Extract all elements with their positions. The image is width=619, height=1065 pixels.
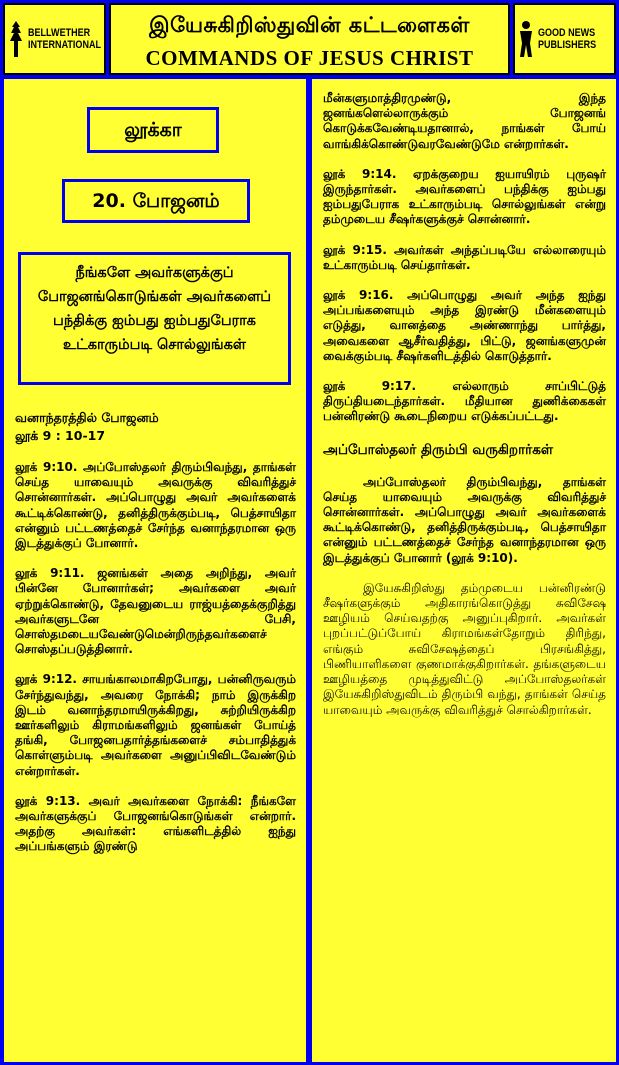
scripture-reference: லூக் 9 : 10-17 [15, 428, 106, 443]
bellwether-logo [3, 3, 106, 75]
good-news-logo [513, 3, 616, 75]
title-tamil: இயேசுகிறிஸ்துவின் கட்டளைகள் [149, 13, 470, 37]
good-news-figure-icon [517, 19, 535, 59]
title-english: COMMANDS OF JESUS CHRIST [145, 46, 474, 70]
right-column [312, 79, 616, 1062]
verse-9-15: லூக் 9:15. அவர்கள் அந்தப்படியே எல்லாரையும் உட்காரும்படி செய்தார்கள். [323, 242, 606, 272]
right-text [323, 91, 606, 718]
verse-9-13-continued: மீன்களுமாத்திரமுண்டு, இந்த ஜனங்களெல்லாருக்கும் போஜனங் கொடுக்கவேண்டியதானால், நாங்கள் போய் வாங்கிக்கொண்டுவரவேண்டுமே என்றார்கள். [323, 91, 606, 151]
verse-9-11: லூக் 9:11. ஜனங்கள் அதை அறிந்து, அவர் பின்னே போனார்கள்; அவர்களை அவர் ஏற்றுக்கொண்டு, தேவனுடைய ராஜ்யத்தைக்குறித்து அவர்களுடனே பேசி, சொஸ்தமடையவேண்டுமென்றிருந்தவர்களைச் சொஸ்தப்படுத்தினார். [15, 566, 296, 657]
section-title: வனாந்தரத்தில் போஜனம் [15, 410, 159, 425]
book-title: லூக்கா [87, 107, 219, 153]
commentary-text: இயேசுகிறிஸ்து தம்முடைய பன்னிரண்டு சீஷர்களுக்கும் அதிகாரங்கொடுத்து சுவிசேஷ ஊழியம் செய்வதற்கு அனுப்புகிறார். அவர்கள் புறப்பட்டுப்போய் கிராமங்கள்தோறும் திரிந்து, எங்கும் சுவிசேஷத்தைப் பிரசங்கித்து, பிணியாளிகளை குணமாக்குகிறார்கள். தங்களுடைய ஊழியத்தை முடித்துவிட்டு அப்போஸ்தலர்கள் இயேசுகிறிஸ்துவிடம் திரும்பி வந்து, தாங்கள் செய்த யாவையும் அவருக்கு விவரித்துச் சொல்கிறார்கள். [323, 580, 606, 717]
verse-9-16: லூக் 9:16. அப்பொழுது அவர் அந்த ஐந்து அப்பங்களையும் அந்த இரண்டு மீன்களையும் எடுத்து, வானத்தை அண்ணாந்து பார்த்து, அவைகளை ஆசீர்வதித்து, பிட்டு, ஜனங்களுமுன் வைக்கும்படி சீஷர்களிடத்தில் கொடுத்தார். [323, 288, 606, 363]
header [3, 3, 616, 75]
left-text [15, 409, 296, 855]
command-box: நீங்களே அவர்களுக்குப் போஜனங்கொடுங்கள் அவர்களைப் பந்திக்கு ஐம்பது ஐம்பதுபேராக உட்காரும்படி சொல்லுங்கள் [18, 252, 291, 385]
verse-9-13: லூக் 9:13. அவர் அவர்களை நோக்கி: நீங்களே அவர்களுக்குப் போஜனங்கொடுங்கள் என்றார். அதற்கு அவர்கள்: எங்களிடத்தில் ஐந்து அப்பங்களும் இரண்டு [15, 793, 296, 854]
verse-9-14: லூக் 9:14. ஏறக்குறைய ஐயாயிரம் புருஷர் இருந்தார்கள். அவர்களைப் பந்திக்கு ஐம்பது ஐம்பதுபேராக உட்காரும்படி சொல்லுங்கள் என்று தம்முடைய சீஷர்களுக்குச் சொன்னார். [323, 166, 606, 227]
bellwether-logo-text: BELLWETHER INTERNATIONAL [28, 27, 101, 51]
good-news-logo-text: GOOD NEWS PUBLISHERS [538, 27, 597, 51]
verse-9-12: லூக் 9:12. சாயங்காலமாகிறபோது, பன்னிருவரும் சேர்ந்துவந்து, அவரை நோக்கி; நாம் இருக்கிற இடம் வனாந்தரமாயிருக்கிறது, சுற்றியிருக்கிற ஊர்களிலும் கிராமங்களிலும் ஜனங்கள் போய்த் தங்கி, போஜனபதார்த்தங்களைச் சம்பாதித்துக் கொள்ளும்படி அவர்களை அனுப்பிவிடவேண்டும் என்றார்கள். [15, 672, 296, 778]
chapter-title: 20. போஜனம் [62, 179, 250, 223]
title-box [109, 3, 510, 75]
left-column [4, 79, 306, 1062]
bellwether-ram-icon [7, 19, 25, 59]
apostles-return-text: அப்போஸ்தலர் திரும்பிவந்து, தாங்கள் செய்த யாவையும் அவருக்கு விவரித்துச் சொன்னார்கள். அப்பொழுது அவர் அவர்களைக் கூட்டிக்கொண்டு, தனித்திருக்கும்படி, பெத்சாயிதா என்னும் பட்டணத்தைச் சேர்ந்த வனாந்தரமான ஒரு இடத்துக்குப் போனார் (லூக் 9:10). [323, 474, 606, 565]
verse-9-10: லூக் 9:10. அப்போஸ்தலர் திரும்பிவந்து, தாங்கள் செய்த யாவையும் அவருக்கு விவரித்துச் சொன்னார்கள். அப்பொழுது அவர் அவர்களைக் கூட்டிக்கொண்டு, தனித்திருக்கும்படி, பெத்சாயிதா என்னும் பட்டணத்தைச் சேர்ந்த வனாந்தரமான ஒரு இடத்துக்குப் போனார். [15, 460, 296, 551]
verse-9-17: லூக் 9:17. எல்லாரும் சாப்பிட்டுத் திருப்தியடைந்தார்கள். மீதியான துணிக்கைகள் பன்னிரண்டு கூடைநிறைய எடுக்கப்பட்டது. [323, 379, 606, 424]
apostles-return-title: அப்போஸ்தலர் திரும்பி வருகிறார்கள் [323, 441, 554, 458]
